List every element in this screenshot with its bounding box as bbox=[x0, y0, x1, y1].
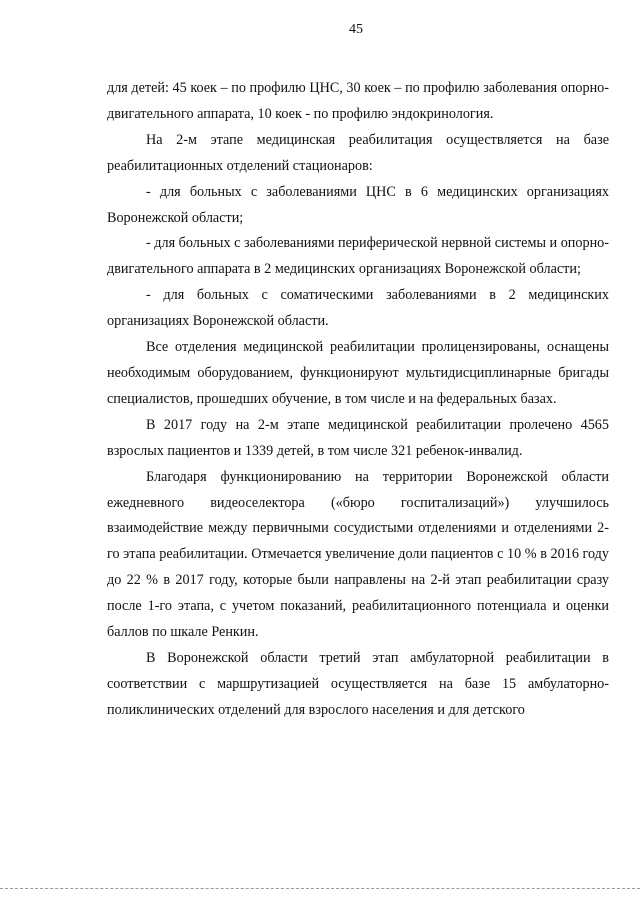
paragraph-stage-three: В Воронежской области третий этап амбулаторной реабилитации в соответствии с маршрутизацией осуществляется на базе 15 амбулаторно-поликлинических отделений для взрослого населения и для детского bbox=[107, 649, 609, 718]
list-item-cns: - для больных с заболеваниями ЦНС в 6 медицинских организациях Воронежской области; bbox=[107, 183, 609, 226]
paragraph-bed-profiles: для детей: 45 коек – по профилю ЦНС, 30 коек – по профилю заболевания опорно-двигательного аппарата, 10 коек - по профилю эндокринология. bbox=[107, 80, 609, 122]
paragraph-licensed-departments: Все отделения медицинской реабилитации пролицензированы, оснащены необходимым оборудованием, функционируют мультидисциплинарные бригады специалистов, прошедших обучение, в том числе и на федеральных базах. bbox=[107, 339, 609, 407]
list-item-somatic-diseases: - для больных с соматическими заболеваниями в 2 медицинских организациях Воронежской области. bbox=[107, 287, 609, 330]
paragraph-video-selector: Благодаря функционированию на территории Воронежской области ежедневного видеоселектора («бюро госпитализаций») улучшилось взаимодействие между первичными сосудистыми отделениями и отделениями 2-го этапа реабилитации. Отмечается увеличение доли пациентов с 10 % в 2016 году до 22 % в 2017 году, которые были направлены на 2-й этап реабилитации сразу после 1-го этапа, с учетом показаний, реабилитационного потенциала и оценки баллов по шкале Ренкин. bbox=[107, 468, 609, 641]
scan-bottom-border bbox=[0, 888, 640, 889]
list-item-peripheral-nervous-system: - для больных с заболеваниями периферической нервной системы и опорно-двигательного аппарата в 2 медицинских организациях Воронежской области; bbox=[107, 235, 609, 278]
page-number: 45 bbox=[349, 22, 363, 37]
paragraph-stage-two-intro: На 2-м этапе медицинская реабилитация осуществляется на базе реабилитационных отделений стационаров: bbox=[107, 131, 609, 174]
paragraph-2017-statistics: В 2017 году на 2-м этапе медицинской реабилитации пролечено 4565 взрослых пациентов и 1339 детей, в том числе 321 ребенок-инвалид. bbox=[107, 416, 609, 459]
document-body bbox=[107, 76, 609, 724]
